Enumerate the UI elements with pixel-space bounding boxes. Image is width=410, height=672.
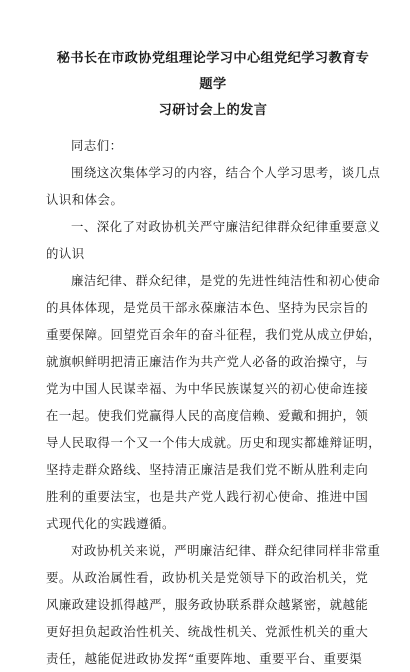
text-line: 胜利的重要法宝，也是共产党人践行初心使命、推进中国 <box>46 489 369 504</box>
text-line: 坚持走群众路线、坚持清正廉洁是我们党不断从胜利走向 <box>46 462 369 477</box>
text-line: 式现代化的实践遵循。 <box>46 516 175 531</box>
text-line: 同志们： <box>71 138 123 153</box>
text-line: 党为中国人民谋幸福、为中华民族谋复兴的初心使命连接 <box>46 381 369 396</box>
document-title <box>46 46 380 124</box>
text-line: 廉洁纪律、群众纪律，是党的先进性纯洁性和初心使命 <box>71 273 381 288</box>
text-line: 的具体体现，是党员干部永葆廉洁本色、坚持为民宗旨的 <box>46 300 369 315</box>
title-line: 秘书长在市政协党组理论学习中心组党纪学习教育专题学 <box>56 51 370 92</box>
text-line: 对政协机关来说，严明廉洁纪律、群众纪律同样非常重 <box>71 543 381 558</box>
text-line: 要。从政治属性看，政协机关是党领导下的政治机关，党 <box>46 570 369 585</box>
text-line: 围绕这次集体学习的内容，结合个人学习思考，谈几点 <box>71 165 381 180</box>
text-line: 更好担负起政治性机关、统战性机关、党派性机关的重大 <box>46 624 369 639</box>
document-body <box>46 132 380 672</box>
text-line: 认识和体会。 <box>46 192 124 207</box>
text-line: 风廉政建设抓得越严，服务政协联系群众越紧密，就越能 <box>46 597 369 612</box>
title-line: 习研讨会上的发言 <box>158 103 268 118</box>
text-line: 就旗帜鲜明把清正廉洁作为共产党人必备的政治操守，与 <box>46 354 369 369</box>
text-line: 的认识 <box>46 246 85 261</box>
document-page <box>0 46 410 666</box>
text-line: 导人民取得一个又一个伟大成就。历史和现实都雄辩证明， <box>46 435 382 450</box>
text-line: 重要保障。回望党百余年的奋斗征程，我们党从成立伊始， <box>46 327 382 342</box>
text-line: 责任，越能促进政协发挥“重要阵地、重要平台、重要渠 <box>46 651 363 666</box>
text-line: 一、深化了对政协机关严守廉洁纪律群众纪律重要意义 <box>71 219 381 234</box>
text-line: 在一起。使我们党赢得人民的高度信赖、爱戴和拥护，领 <box>46 408 369 423</box>
